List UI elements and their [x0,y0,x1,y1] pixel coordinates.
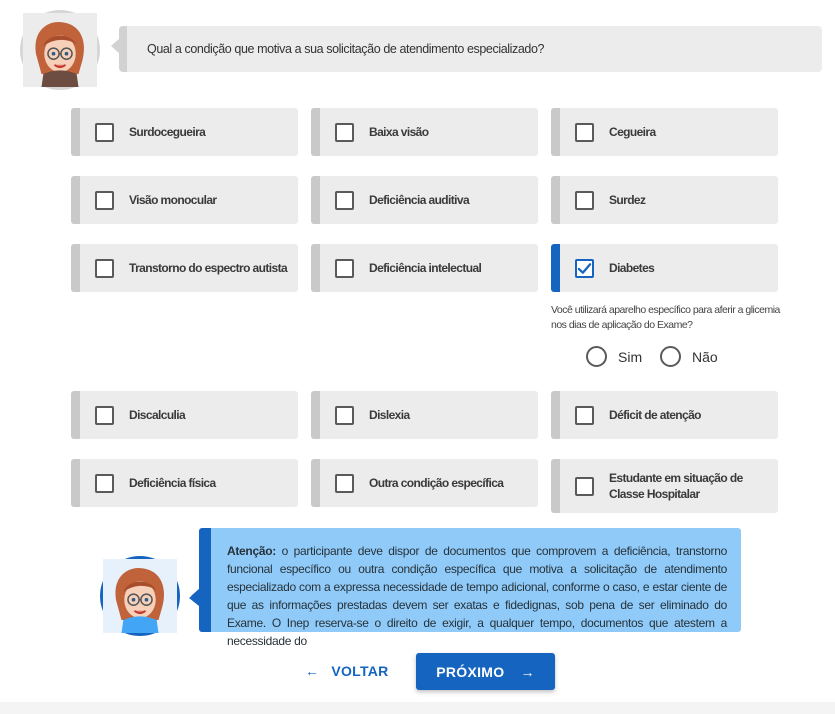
option-label: Transtorno do espectro autista [129,261,288,275]
option-label: Deficiência física [129,476,216,490]
option-card[interactable] [551,176,778,224]
option-card[interactable] [311,459,538,507]
cartoon-woman-icon [23,13,97,87]
radio-no-label: Não [692,348,718,365]
cartoon-woman-icon [103,559,177,633]
question-bubble [119,26,822,72]
option-card[interactable] [311,176,538,224]
back-label: VOLTAR [331,663,389,679]
option-checkbox[interactable] [575,259,594,278]
assistant-avatar [20,10,100,90]
arrow-right-icon: → [520,663,535,680]
option-checkbox[interactable] [335,259,354,278]
attention-box [199,528,741,648]
option-card[interactable] [71,108,298,156]
radio-no[interactable] [660,346,718,367]
option-checkbox[interactable] [335,474,354,493]
option-card[interactable] [311,244,538,292]
radio-no-circle[interactable] [660,346,681,367]
footer-strip [0,702,835,714]
option-label: Surdez [609,193,646,207]
option-checkbox[interactable] [95,123,114,142]
option-checkbox[interactable] [575,477,594,496]
option-checkbox[interactable] [575,123,594,142]
option-card[interactable] [71,244,298,292]
arrow-left-icon: ← [305,663,320,679]
option-label: Baixa visão [369,125,429,139]
next-button[interactable] [416,653,555,690]
option-card[interactable] [551,459,778,513]
option-label: Surdocegueira [129,125,206,139]
option-label: Diabetes [609,261,655,275]
option-checkbox[interactable] [95,191,114,210]
attention-text: o participante deve dispor de documentos que comprovem a deficiência, transtorno funcional específico ou outra condição específica que motiva a solicitação de atendimento especializado com a expressa necessidade de tempo adicional, conforme o caso, e estar ciente de que as informações prestadas devem ser exatas e fidedignas, sob pena de ser eliminado do Exame. O Inep reserva-se o direito de exigir, a qualquer tempo, documentos que atestem a necessidade do [227,544,727,648]
back-button[interactable] [305,655,389,687]
option-label: Dislexia [369,408,410,422]
option-checkbox[interactable] [575,406,594,425]
option-label: Visão monocular [129,193,217,207]
option-card[interactable] [71,459,298,507]
radio-yes-label: Sim [618,348,643,365]
option-label: Estudante em situação de Classe Hospitalar [609,471,743,501]
attention-title: Atenção: [227,544,276,558]
option-checkbox[interactable] [575,191,594,210]
option-card[interactable] [551,391,778,439]
option-checkbox[interactable] [335,406,354,425]
option-label: Deficiência auditiva [369,193,470,207]
question-text: Qual a condição que motiva a sua solicitação de atendimento especializado? [147,42,545,56]
option-checkbox[interactable] [335,191,354,210]
option-checkbox[interactable] [95,474,114,493]
option-checkbox[interactable] [95,259,114,278]
next-label: PRÓXIMO [436,663,505,680]
diabetes-subquestion: Você utilizará aparelho específico para aferir a glicemia nos dias de aplicação do Exame? [551,304,780,331]
assistant-avatar-bottom [100,556,180,636]
option-card[interactable] [71,176,298,224]
option-label: Déficit de atenção [609,408,701,422]
option-label: Outra condição específica [369,476,504,490]
radio-yes-circle[interactable] [586,346,607,367]
option-checkbox[interactable] [95,406,114,425]
option-label: Discalculia [129,408,186,422]
option-card[interactable] [311,391,538,439]
option-card[interactable] [551,244,778,292]
option-label: Cegueira [609,125,656,139]
option-checkbox[interactable] [335,123,354,142]
option-card[interactable] [311,108,538,156]
radio-yes[interactable] [586,346,642,367]
checkmark-icon [577,261,592,276]
option-label: Deficiência intelectual [369,261,482,275]
option-card[interactable] [71,391,298,439]
option-card[interactable] [551,108,778,156]
